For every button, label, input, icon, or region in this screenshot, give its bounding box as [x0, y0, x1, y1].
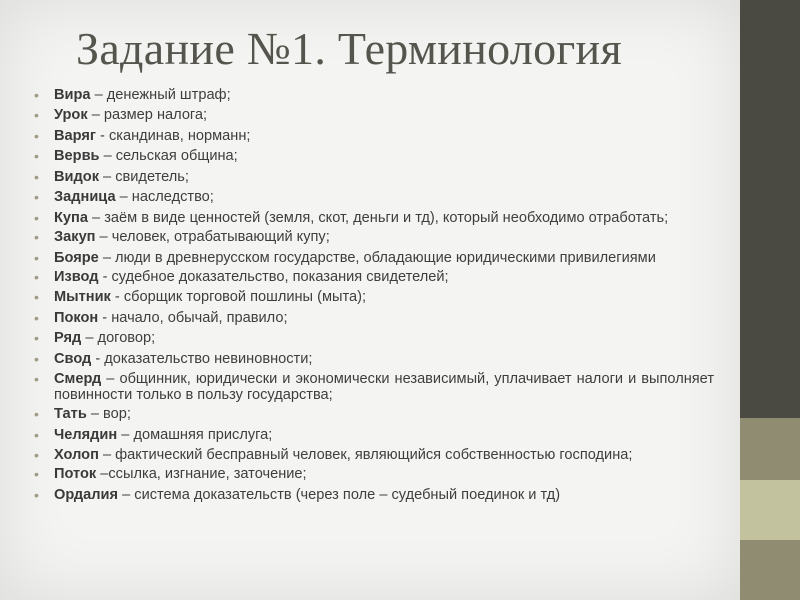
bullet-icon: • — [34, 189, 39, 206]
bullet-icon: • — [34, 309, 39, 326]
term-definition: – система доказательств (через поле – судебный поединок и тд) — [118, 486, 561, 503]
list-item — [34, 290, 714, 306]
bullet-icon: • — [34, 289, 39, 306]
term-definition: – домашняя прислуга; — [117, 426, 273, 443]
term-word: Урок — [54, 107, 88, 124]
term-definition: – денежный штраф; — [90, 87, 231, 103]
list-item — [34, 311, 714, 327]
term-definition: – договор; — [81, 330, 156, 347]
term-word: Поток — [54, 466, 97, 483]
list-item — [34, 190, 714, 206]
term-definition: - доказательство невиновности; — [91, 350, 313, 367]
list-item — [34, 331, 714, 347]
term-definition: – сельская община; — [99, 148, 238, 165]
list-item — [34, 352, 714, 368]
term-definition: – свидетель; — [99, 168, 189, 185]
side-bar-segment — [740, 480, 800, 540]
term-word: Задница — [54, 189, 116, 206]
term-definition: - судебное доказательство, показания свидетелей; — [98, 268, 449, 285]
terminology-list — [34, 88, 714, 508]
bullet-icon: • — [34, 350, 39, 367]
term-word: Ряд — [54, 330, 82, 347]
list-item — [34, 467, 714, 483]
bullet-icon: • — [34, 268, 39, 285]
list-item — [34, 230, 714, 246]
list-item — [34, 372, 714, 404]
page-title: Задание №1. Терминология — [76, 23, 622, 74]
bullet-icon: • — [34, 168, 39, 185]
list-item — [34, 108, 714, 124]
bullet-icon: • — [34, 406, 39, 423]
side-bar-segment — [740, 540, 800, 600]
list-item — [34, 129, 714, 145]
term-definition: – размер налога; — [87, 107, 208, 124]
term-word: Купа — [54, 209, 88, 226]
term-definition: – общинник, юридически и экономически независимый, уплачивает налоги и выполняет повинности только в пользу государства; — [54, 371, 714, 403]
bullet-icon: • — [34, 107, 39, 124]
bullet-icon: • — [34, 127, 39, 144]
term-definition: –ссылка, изгнание, заточение; — [96, 466, 307, 483]
bullet-icon: • — [34, 148, 39, 165]
term-definition: – человек, отрабатывающий купу; — [95, 229, 330, 246]
term-word: Челядин — [54, 426, 118, 443]
term-word: Вира — [54, 87, 91, 103]
bullet-icon: • — [34, 229, 39, 246]
bullet-icon: • — [34, 486, 39, 503]
list-item — [34, 170, 714, 186]
term-definition: - скандинав, норманн; — [95, 127, 251, 144]
list-item — [34, 407, 714, 423]
list-item — [34, 211, 714, 227]
list-item — [34, 149, 714, 165]
decorative-side-bar — [740, 0, 800, 600]
term-definition: – люди в древнерусском государстве, обладающие юридическими привилегиями — [98, 249, 656, 266]
term-word: Смерд — [54, 371, 102, 388]
term-word: Ордалия — [54, 486, 119, 503]
bullet-icon: • — [34, 426, 39, 443]
term-word: Покон — [54, 309, 99, 326]
term-word: Закуп — [54, 229, 96, 246]
term-word: Вервь — [54, 148, 100, 165]
term-word: Свод — [54, 350, 92, 367]
term-word: Мытник — [54, 289, 111, 306]
term-definition: – фактический бесправный человек, являющийся собственностью господина; — [98, 447, 633, 464]
bullet-icon: • — [34, 447, 39, 464]
term-definition: – вор; — [86, 406, 131, 423]
list-item — [34, 428, 714, 444]
bullet-icon: • — [34, 466, 39, 483]
bullet-icon: • — [34, 371, 39, 388]
term-word: Холоп — [54, 447, 99, 464]
term-word: Видок — [54, 168, 99, 185]
side-bar-segment — [740, 418, 800, 480]
list-item — [34, 270, 714, 286]
term-definition: – заём в виде ценностей (земля, скот, деньги и тд), который необходимо отработать; — [87, 209, 669, 226]
term-word: Извод — [54, 268, 99, 285]
term-definition: - сборщик торговой пошлины (мыта); — [110, 289, 367, 306]
list-item — [34, 251, 714, 267]
bullet-icon: • — [34, 249, 39, 266]
list-item — [34, 448, 714, 464]
term-word: Тать — [54, 406, 87, 423]
list-item — [34, 88, 714, 104]
term-definition: – наследство; — [115, 189, 214, 206]
bullet-icon: • — [34, 87, 39, 103]
term-word: Бояре — [54, 249, 99, 266]
bullet-icon: • — [34, 209, 39, 226]
bullet-icon: • — [34, 330, 39, 347]
side-bar-segment — [740, 0, 800, 418]
term-word: Варяг — [54, 127, 96, 144]
list-item — [34, 488, 714, 504]
term-definition: - начало, обычай, правило; — [98, 309, 288, 326]
